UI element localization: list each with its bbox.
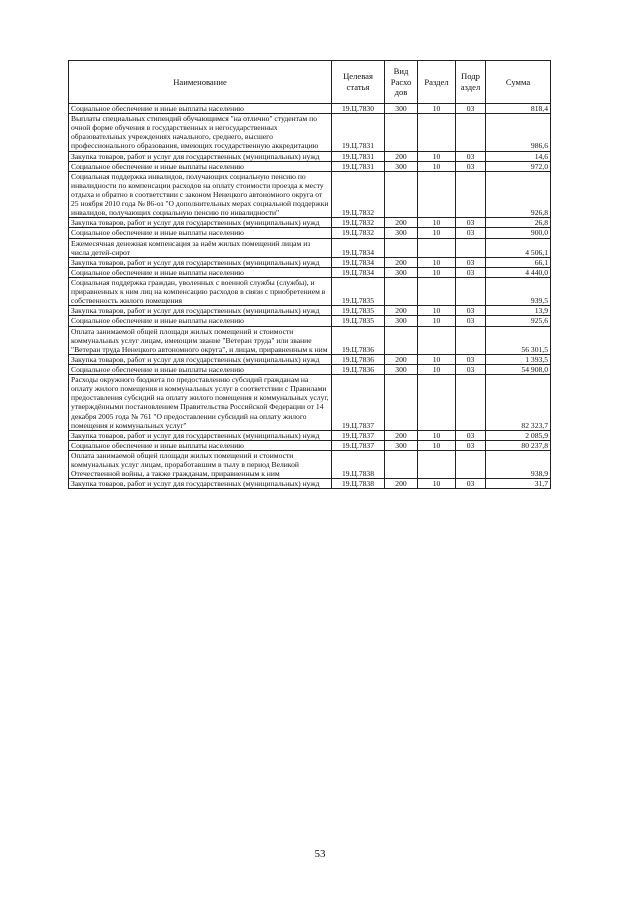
cell-section: 10	[418, 440, 456, 450]
table-row	[69, 267, 551, 277]
cell-target: 19.Ц.7838	[332, 479, 385, 489]
table-row	[69, 161, 551, 171]
cell-subsection: 03	[456, 218, 486, 228]
table-row	[69, 238, 551, 257]
cell-section	[418, 238, 456, 257]
cell-subsection	[456, 114, 486, 151]
cell-amount: 66,1	[486, 257, 551, 267]
cell-section: 10	[418, 306, 456, 316]
cell-expense-type: 200	[385, 218, 418, 228]
cell-amount: 14,6	[486, 151, 551, 161]
table-row	[69, 104, 551, 114]
table-row	[69, 306, 551, 316]
cell-target: 19.Ц.7836	[332, 364, 385, 374]
cell-name: Закупка товаров, работ и услуг для государственных (муниципальных) нужд	[69, 257, 332, 267]
cell-section: 10	[418, 104, 456, 114]
cell-name: Ежемесячная денежная компенсация за наём жилых помещений лицам из числа детей-сирот	[69, 238, 332, 257]
cell-target: 19.Ц.7837	[332, 430, 385, 440]
cell-target: 19.Ц.7836	[332, 354, 385, 364]
cell-target: 19.Ц.7837	[332, 440, 385, 450]
cell-subsection: 03	[456, 228, 486, 238]
cell-section	[418, 171, 456, 218]
cell-name: Закупка товаров, работ и услуг для государственных (муниципальных) нужд	[69, 430, 332, 440]
cell-subsection	[456, 277, 486, 305]
cell-target: 19.Ц.7835	[332, 277, 385, 305]
cell-name: Социальное обеспечение и иные выплаты населению	[69, 104, 332, 114]
cell-expense-type	[385, 171, 418, 218]
table-row	[69, 375, 551, 431]
header-target: Целевая статья	[332, 61, 385, 104]
cell-amount: 56 301,5	[486, 326, 551, 354]
cell-section	[418, 326, 456, 354]
table-header-row	[69, 61, 551, 104]
cell-name: Оплата занимаемой общей площади жилых помещений и стоимости коммунальных услуг лицам, проработавшим в тылу в период Великой Отечественной войны, а также гражданам, приравненным к ним	[69, 450, 332, 478]
cell-amount: 31,7	[486, 479, 551, 489]
cell-expense-type: 300	[385, 161, 418, 171]
cell-expense-type: 300	[385, 316, 418, 326]
cell-amount: 2 085,9	[486, 430, 551, 440]
cell-section	[418, 375, 456, 431]
table-row	[69, 354, 551, 364]
table-row	[69, 479, 551, 489]
table-row	[69, 316, 551, 326]
cell-expense-type: 300	[385, 228, 418, 238]
cell-expense-type	[385, 114, 418, 151]
cell-name: Закупка товаров, работ и услуг для государственных (муниципальных) нужд	[69, 218, 332, 228]
cell-subsection: 03	[456, 161, 486, 171]
cell-target: 19.Ц.7835	[332, 306, 385, 316]
cell-name: Расходы окружного бюджета по предоставлению субсидий гражданам на оплату жилого помещения и коммунальных услуг в соответствии с Правилами предоставления субсидий на оплату жилого помещения и коммунальных услуг, утверждёнными постановлением Правительства Российской Федерации от 14 декабря 2005 года № 761 "О предоставлении субсидий на оплату жилого помещения и коммунальных услуг"	[69, 375, 332, 431]
page-number: 53	[314, 848, 326, 860]
cell-expense-type: 300	[385, 267, 418, 277]
table-body	[69, 104, 551, 489]
cell-name: Социальное обеспечение и иные выплаты населению	[69, 364, 332, 374]
cell-target: 19.Ц.7834	[332, 257, 385, 267]
cell-name: Социальное обеспечение и иные выплаты населению	[69, 228, 332, 238]
cell-expense-type: 200	[385, 306, 418, 316]
table-row	[69, 440, 551, 450]
cell-target: 19.Ц.7836	[332, 326, 385, 354]
cell-amount: 82 323,7	[486, 375, 551, 431]
cell-target: 19.Ц.7835	[332, 316, 385, 326]
cell-expense-type: 200	[385, 354, 418, 364]
cell-name: Закупка товаров, работ и услуг для государственных (муниципальных) нужд	[69, 306, 332, 316]
cell-subsection	[456, 450, 486, 478]
cell-section	[418, 277, 456, 305]
cell-target: 19.Ц.7831	[332, 161, 385, 171]
cell-target: 19.Ц.7834	[332, 238, 385, 257]
cell-section: 10	[418, 267, 456, 277]
cell-target: 19.Ц.7831	[332, 114, 385, 151]
cell-name: Закупка товаров, работ и услуг для государственных (муниципальных) нужд	[69, 479, 332, 489]
cell-expense-type	[385, 450, 418, 478]
cell-expense-type	[385, 375, 418, 431]
cell-subsection: 03	[456, 479, 486, 489]
cell-expense-type: 200	[385, 257, 418, 267]
cell-section: 10	[418, 479, 456, 489]
cell-name: Социальная поддержка граждан, уволенных с военной службы (службы), и приравненных к ним лиц на компенсацию расходов в связи с приобретением в собственность жилого помещения	[69, 277, 332, 305]
cell-amount: 13,9	[486, 306, 551, 316]
cell-section: 10	[418, 257, 456, 267]
cell-expense-type: 300	[385, 440, 418, 450]
cell-section	[418, 450, 456, 478]
cell-target: 19.Ц.7838	[332, 450, 385, 478]
cell-expense-type	[385, 277, 418, 305]
table-row	[69, 228, 551, 238]
cell-subsection: 03	[456, 316, 486, 326]
cell-section: 10	[418, 161, 456, 171]
cell-amount: 818,4	[486, 104, 551, 114]
cell-amount: 4 440,0	[486, 267, 551, 277]
cell-section: 10	[418, 316, 456, 326]
cell-subsection: 03	[456, 440, 486, 450]
cell-subsection: 03	[456, 430, 486, 440]
cell-name: Оплата занимаемой общей площади жилых помещений и стоимости коммунальных услуг лицам, имеющим звание "Ветеран труда" или звание "Ветеран труда Ненецкого автономного округа", и лицам, приравненным к ним	[69, 326, 332, 354]
cell-subsection: 03	[456, 151, 486, 161]
cell-subsection	[456, 238, 486, 257]
cell-target: 19.Ц.7830	[332, 104, 385, 114]
cell-section: 10	[418, 430, 456, 440]
cell-target: 19.Ц.7837	[332, 375, 385, 431]
cell-subsection	[456, 375, 486, 431]
header-section: Раздел	[418, 61, 456, 104]
cell-name: Выплаты специальных стипендий обучающимся "на отлично" студентам по очной форме обучения в государственных и негосударственных образовательных учреждениях начального, среднего, высшего профессионального образования, имеющих государственную аккредитацию	[69, 114, 332, 151]
cell-name: Социальное обеспечение и иные выплаты населению	[69, 440, 332, 450]
cell-subsection: 03	[456, 257, 486, 267]
cell-amount: 1 393,5	[486, 354, 551, 364]
table-row	[69, 450, 551, 478]
header-amount: Сумма	[486, 61, 551, 104]
table-row	[69, 171, 551, 218]
cell-amount: 26,8	[486, 218, 551, 228]
cell-expense-type	[385, 238, 418, 257]
table-row	[69, 430, 551, 440]
cell-amount: 938,9	[486, 450, 551, 478]
table-row	[69, 114, 551, 151]
cell-subsection	[456, 326, 486, 354]
cell-expense-type: 300	[385, 364, 418, 374]
cell-target: 19.Ц.7832	[332, 171, 385, 218]
cell-subsection	[456, 171, 486, 218]
cell-name: Социальное обеспечение и иные выплаты населению	[69, 267, 332, 277]
cell-amount: 900,0	[486, 228, 551, 238]
cell-amount: 972,0	[486, 161, 551, 171]
cell-name: Социальная поддержка инвалидов, получающих социальную пенсию по инвалидности по компенсации расходов на оплату стоимости проезда к месту отдыха и обратно в соответствии с законом Ненецкого автономного округа от 25 ноября 2010 года № 86-оз "О дополнительных мерах социальной поддержки инвалидов, получающих социальную пенсию по инвалидности"	[69, 171, 332, 218]
table-row	[69, 326, 551, 354]
cell-amount: 4 506,1	[486, 238, 551, 257]
cell-name: Социальное обеспечение и иные выплаты населению	[69, 161, 332, 171]
table-row	[69, 218, 551, 228]
budget-table	[68, 60, 551, 489]
cell-section: 10	[418, 218, 456, 228]
cell-subsection: 03	[456, 267, 486, 277]
cell-subsection: 03	[456, 354, 486, 364]
cell-expense-type: 200	[385, 430, 418, 440]
cell-amount: 939,5	[486, 277, 551, 305]
cell-subsection: 03	[456, 306, 486, 316]
table-row	[69, 257, 551, 267]
cell-expense-type: 200	[385, 151, 418, 161]
header-expense-type: Вид Расхо дов	[385, 61, 418, 104]
cell-amount: 80 237,8	[486, 440, 551, 450]
cell-target: 19.Ц.7831	[332, 151, 385, 161]
table-row	[69, 364, 551, 374]
cell-expense-type: 200	[385, 479, 418, 489]
cell-subsection: 03	[456, 104, 486, 114]
cell-subsection: 03	[456, 364, 486, 374]
cell-target: 19.Ц.7832	[332, 228, 385, 238]
cell-target: 19.Ц.7834	[332, 267, 385, 277]
cell-amount: 54 908,0	[486, 364, 551, 374]
cell-name: Социальное обеспечение и иные выплаты населению	[69, 316, 332, 326]
cell-section	[418, 114, 456, 151]
cell-expense-type: 300	[385, 104, 418, 114]
cell-section: 10	[418, 228, 456, 238]
table-row	[69, 277, 551, 305]
cell-amount: 926,8	[486, 171, 551, 218]
table-row	[69, 151, 551, 161]
header-name: Наименование	[69, 61, 332, 104]
cell-expense-type	[385, 326, 418, 354]
cell-section: 10	[418, 354, 456, 364]
header-subsection: Подр аздел	[456, 61, 486, 104]
cell-target: 19.Ц.7832	[332, 218, 385, 228]
cell-name: Закупка товаров, работ и услуг для государственных (муниципальных) нужд	[69, 151, 332, 161]
cell-section: 10	[418, 151, 456, 161]
cell-section: 10	[418, 364, 456, 374]
cell-name: Закупка товаров, работ и услуг для государственных (муниципальных) нужд	[69, 354, 332, 364]
cell-amount: 986,6	[486, 114, 551, 151]
cell-amount: 925,6	[486, 316, 551, 326]
